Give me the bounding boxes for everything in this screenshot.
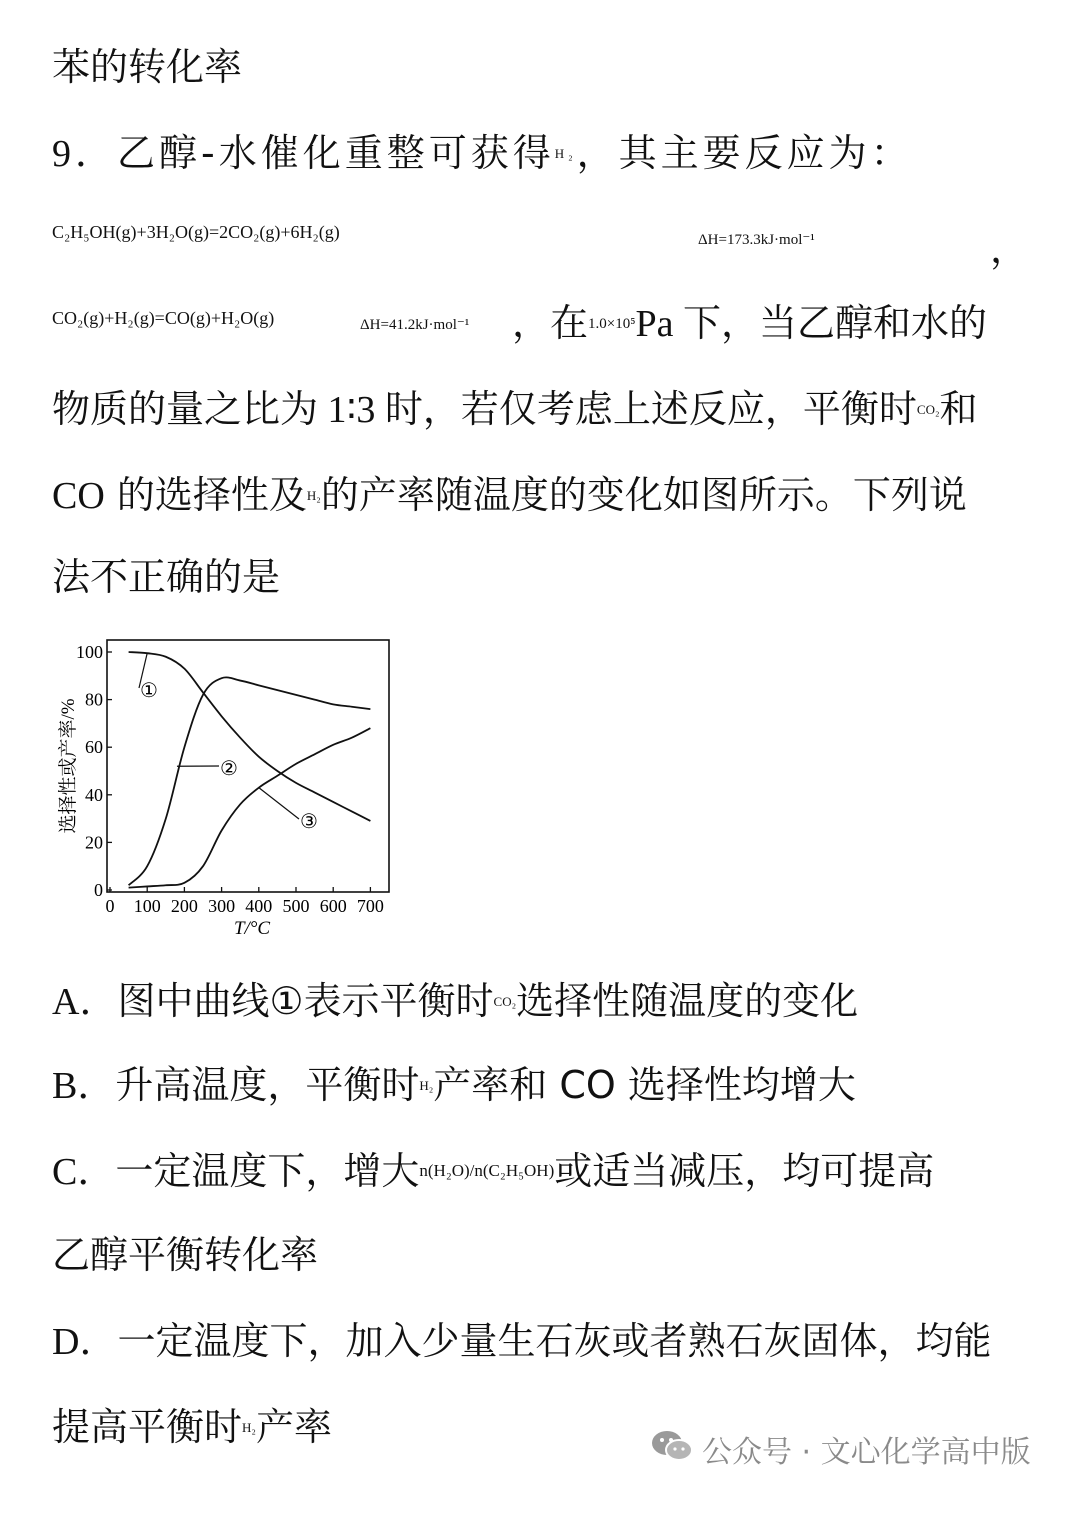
option-text: 升高温度，平衡时 bbox=[115, 1063, 420, 1107]
h2-formula: H₂ bbox=[242, 1420, 256, 1435]
curve-label: ③ bbox=[300, 811, 318, 833]
stem-text: 物质的量之比为 bbox=[52, 387, 319, 431]
y-axis-label: 选择性或产率/% bbox=[58, 698, 79, 834]
stem-line6: 法不正确的是 bbox=[52, 555, 281, 599]
x-tick-label: 400 bbox=[245, 896, 273, 916]
x-tick-label: 200 bbox=[170, 896, 198, 916]
option-b[interactable] bbox=[52, 1063, 856, 1107]
stem-line4 bbox=[52, 387, 978, 431]
comma: ， bbox=[990, 227, 1029, 271]
label-leader bbox=[259, 788, 299, 819]
stem-text: 和 bbox=[939, 387, 978, 431]
option-text: 一定温度下，加入少量生石灰或者熟石灰固体，均能 bbox=[117, 1319, 992, 1363]
x-tick-label: 600 bbox=[319, 896, 347, 916]
pressure-value: 1.0×10⁵ bbox=[588, 316, 636, 332]
plot-frame bbox=[107, 640, 389, 892]
stem-text: Pa 下，当乙醇和水的 bbox=[635, 303, 987, 345]
option-c[interactable] bbox=[52, 1149, 935, 1193]
y-tick-label: 80 bbox=[85, 689, 103, 710]
option-letter: A． bbox=[52, 981, 118, 1023]
curve-label: ② bbox=[220, 758, 238, 780]
option-text: 产率 bbox=[255, 1405, 332, 1449]
co-formula: CO bbox=[52, 475, 105, 517]
h2-formula: H₂ bbox=[554, 146, 577, 161]
stem-text: 的选择性及 bbox=[104, 473, 307, 517]
stem-line3 bbox=[512, 301, 987, 345]
chart-svg bbox=[52, 632, 402, 942]
option-d[interactable] bbox=[52, 1319, 992, 1363]
ratio: 1∶3 bbox=[318, 389, 385, 431]
stem-text: 乙醇-水催化重整可获得 bbox=[117, 131, 555, 175]
option-text: 选择性随温度的变化 bbox=[516, 979, 859, 1023]
reaction-equation-1: C₂H₅OH(g)+3H₂O(g)=2CO₂(g)+6H₂(g) bbox=[52, 222, 340, 242]
stem-text: 时，若仅考虑上述反应，平衡时 bbox=[384, 387, 917, 431]
y-tick-label: 20 bbox=[85, 832, 103, 853]
reaction-enthalpy-2: ΔH=41.2kJ·mol⁻¹ bbox=[360, 317, 470, 333]
option-text: 或适当减压，均可提高 bbox=[554, 1149, 935, 1193]
stem-text: ，在 bbox=[512, 301, 589, 345]
co2-formula: CO₂ bbox=[493, 994, 517, 1009]
question-number: 9． bbox=[52, 133, 118, 175]
option-text: 提高平衡时 bbox=[52, 1405, 243, 1449]
y-tick-label: 0 bbox=[94, 880, 103, 900]
x-tick-label: 0 bbox=[105, 896, 115, 916]
option-letter: D． bbox=[52, 1321, 118, 1363]
curve-2 bbox=[129, 677, 371, 885]
option-text: 一定温度下，增大 bbox=[115, 1149, 420, 1193]
h2-formula: H₂ bbox=[306, 488, 321, 503]
reaction-equation-2: CO₂(g)+H₂(g)=CO(g)+H₂O(g) bbox=[52, 308, 275, 328]
x-tick-label: 100 bbox=[133, 896, 161, 916]
option-a[interactable] bbox=[52, 979, 859, 1023]
x-axis-label: T/°C bbox=[233, 918, 271, 939]
co2-formula: CO₂ bbox=[916, 402, 940, 417]
option-letter: B． bbox=[52, 1065, 116, 1107]
stem-line5 bbox=[52, 473, 967, 517]
curve-3 bbox=[129, 728, 371, 887]
curve-label: ① bbox=[140, 680, 158, 702]
stem-text: ，其主要反应为： bbox=[576, 131, 913, 175]
selectivity-yield-chart bbox=[52, 632, 402, 942]
option-text: 产率和 CO 选择性均增大 bbox=[433, 1063, 856, 1107]
y-tick-label: 100 bbox=[76, 642, 103, 662]
x-tick-label: 700 bbox=[356, 896, 384, 916]
y-tick-label: 60 bbox=[85, 737, 103, 758]
option-c-continued: 乙醇平衡转化率 bbox=[52, 1233, 319, 1277]
stem-text: 的产率随温度的变化如图所示。下列说 bbox=[320, 473, 967, 517]
previous-text-line: 苯的转化率 bbox=[52, 45, 243, 89]
wechat-icon bbox=[650, 1428, 694, 1464]
h2-formula: H₂ bbox=[419, 1078, 434, 1093]
option-text: 图中曲线①表示平衡时 bbox=[117, 979, 494, 1023]
reaction-enthalpy-1: ΔH=173.3kJ·mol⁻¹ bbox=[698, 232, 815, 248]
ratio-formula: n(H₂O)/n(C₂H₅OH) bbox=[419, 1161, 555, 1180]
option-letter: C． bbox=[52, 1151, 116, 1193]
option-d-continued bbox=[52, 1405, 332, 1449]
x-tick-label: 500 bbox=[282, 896, 310, 916]
question-stem-line1 bbox=[52, 131, 913, 175]
footer-watermark: 公众号 · 文心化学高中版 bbox=[702, 1435, 1031, 1470]
y-tick-label: 40 bbox=[85, 784, 103, 805]
x-tick-label: 300 bbox=[208, 896, 236, 916]
